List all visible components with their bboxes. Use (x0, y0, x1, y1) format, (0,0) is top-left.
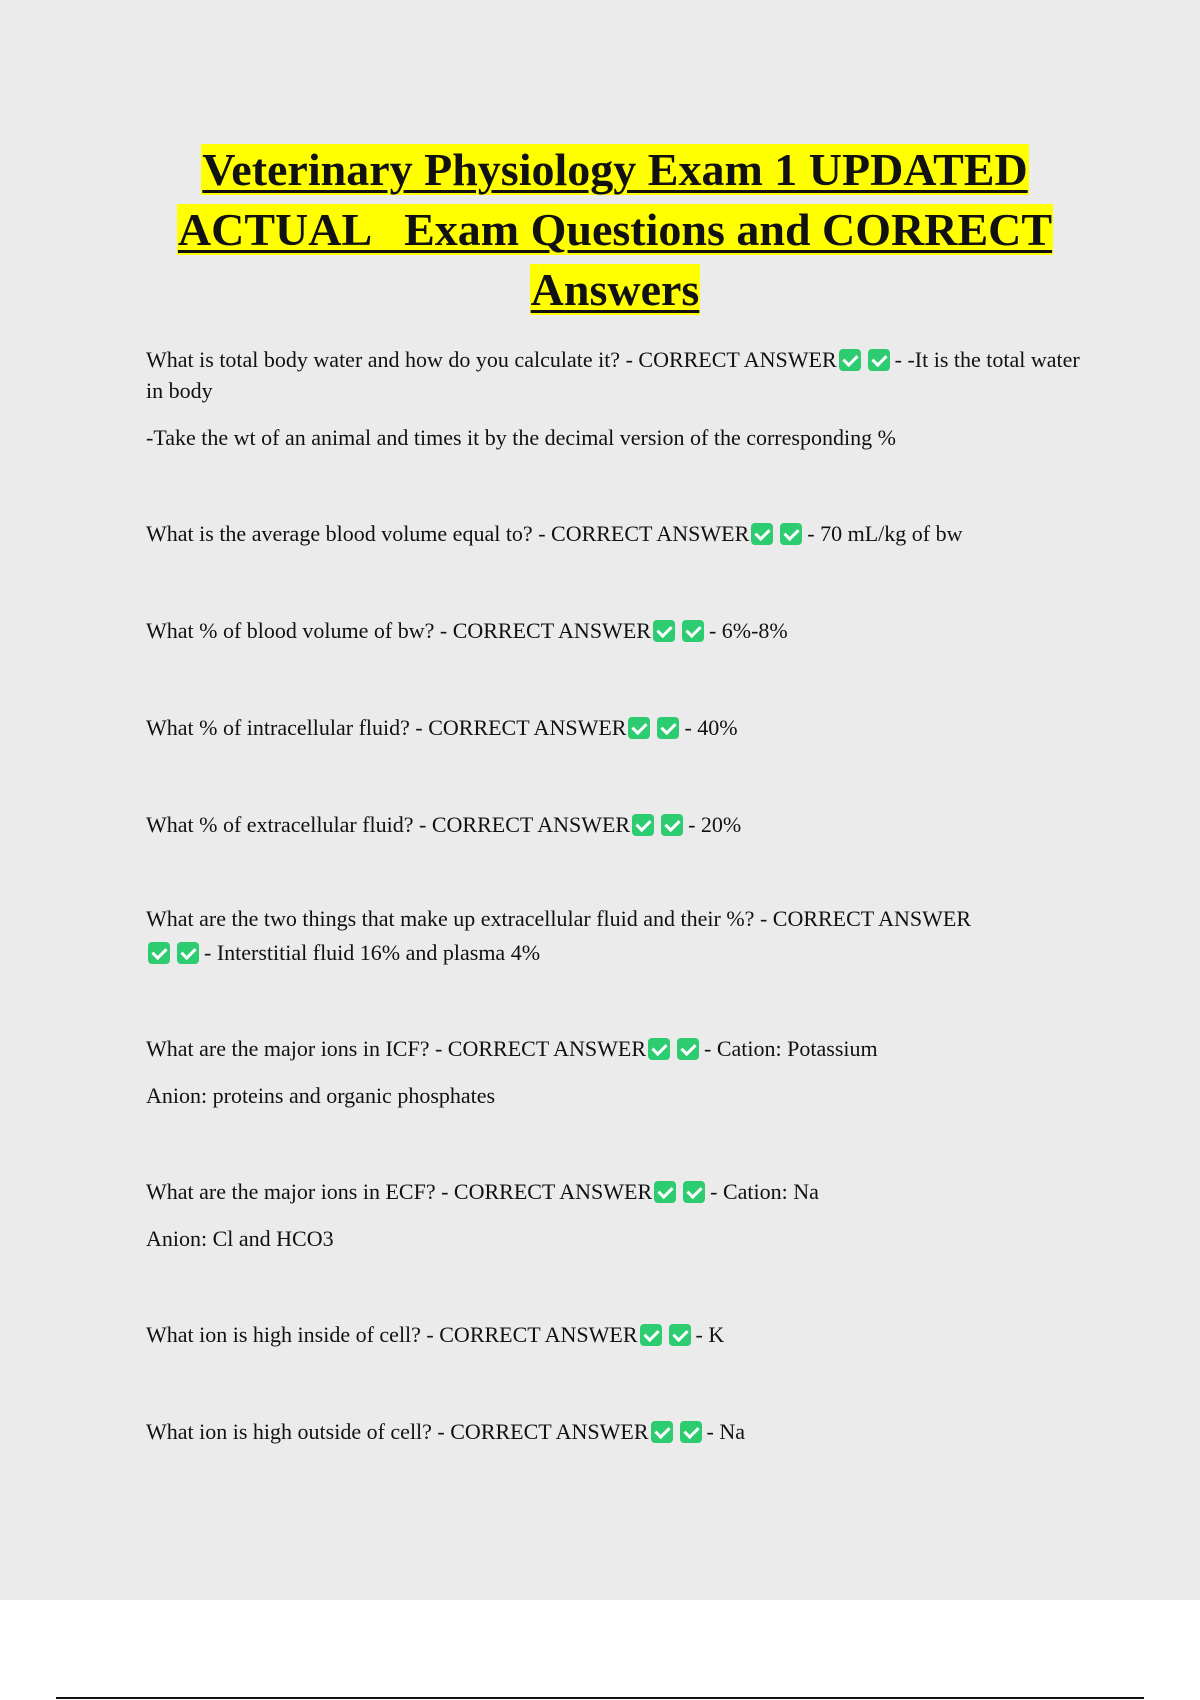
question-text: What % of blood volume of bw? - CORRECT ANSWER (146, 618, 651, 643)
qa-item-7 (146, 1033, 1086, 1111)
question-text: What is the average blood volume equal to? - CORRECT ANSWER (146, 521, 750, 546)
check-mark-icon (661, 814, 683, 836)
answer-text: - Cation: Na (710, 1179, 819, 1204)
qa-item-8 (146, 1176, 1086, 1254)
check-mark-icon (632, 814, 654, 836)
question-text: What % of extracellular fluid? - CORRECT ANSWER (146, 812, 631, 837)
check-mark-icon (683, 1181, 705, 1203)
check-mark-icon (177, 942, 199, 964)
check-mark-icon (751, 523, 773, 545)
footer-divider (56, 1697, 1144, 1699)
qa-item-5 (146, 809, 1086, 840)
check-mark-icon (651, 1421, 673, 1443)
answer-continuation: -Take the wt of an animal and times it by the decimal version of the corresponding % (146, 425, 896, 450)
question-text: What % of intracellular fluid? - CORRECT ANSWER (146, 715, 627, 740)
qa-item-4 (146, 712, 1086, 743)
answer-text: - Interstitial fluid 16% and plasma 4% (204, 940, 541, 965)
check-mark-icon (640, 1324, 662, 1346)
title-line-1: Veterinary Physiology Exam 1 UPDATED (202, 144, 1028, 195)
check-mark-icon (868, 349, 890, 371)
answer-text: - Na (706, 1419, 745, 1444)
check-mark-icon (657, 717, 679, 739)
qa-item-1 (146, 344, 1086, 453)
answer-text: - Cation: Potassium (704, 1036, 878, 1061)
check-mark-icon (669, 1324, 691, 1346)
answer-text: - 40% (684, 715, 738, 740)
answer-text: - 6%-8% (708, 618, 788, 643)
qa-item-6 (146, 902, 976, 970)
question-text: What is total body water and how do you calculate it? - CORRECT ANSWER (146, 347, 837, 372)
check-mark-icon (677, 1038, 699, 1060)
answer-text: - K (695, 1322, 725, 1347)
check-mark-icon (628, 717, 650, 739)
check-mark-icon (682, 620, 704, 642)
document-title (120, 140, 1110, 320)
answer-text: - 20% (688, 812, 742, 837)
check-mark-icon (839, 349, 861, 371)
qa-item-10 (146, 1416, 1086, 1447)
question-text: What ion is high inside of cell? - CORRECT ANSWER (146, 1322, 638, 1347)
question-text: What ion is high outside of cell? - CORRECT ANSWER (146, 1419, 649, 1444)
check-mark-icon (648, 1038, 670, 1060)
qa-item-3 (146, 615, 1086, 646)
question-text: What are the major ions in ICF? - CORRECT ANSWER (146, 1036, 647, 1061)
question-text: What are the two things that make up extracellular fluid and their %? - CORRECT ANSWER (146, 906, 971, 931)
answer-continuation: Anion: proteins and organic phosphates (146, 1083, 496, 1108)
answer-text: - -It is the total water in body (146, 347, 1080, 403)
question-text: What are the major ions in ECF? - CORRECT ANSWER (146, 1179, 653, 1204)
check-mark-icon (654, 1181, 676, 1203)
check-mark-icon (148, 942, 170, 964)
answer-text: - 70 mL/kg of bw (807, 521, 963, 546)
check-mark-icon (680, 1421, 702, 1443)
title-line-3: Answers (530, 264, 700, 315)
check-mark-icon (653, 620, 675, 642)
title-line-2: ACTUAL Exam Questions and CORRECT (177, 204, 1053, 255)
check-mark-icon (780, 523, 802, 545)
qa-item-2 (146, 518, 1086, 549)
answer-continuation: Anion: Cl and HCO3 (146, 1226, 334, 1251)
qa-item-9 (146, 1319, 1086, 1350)
